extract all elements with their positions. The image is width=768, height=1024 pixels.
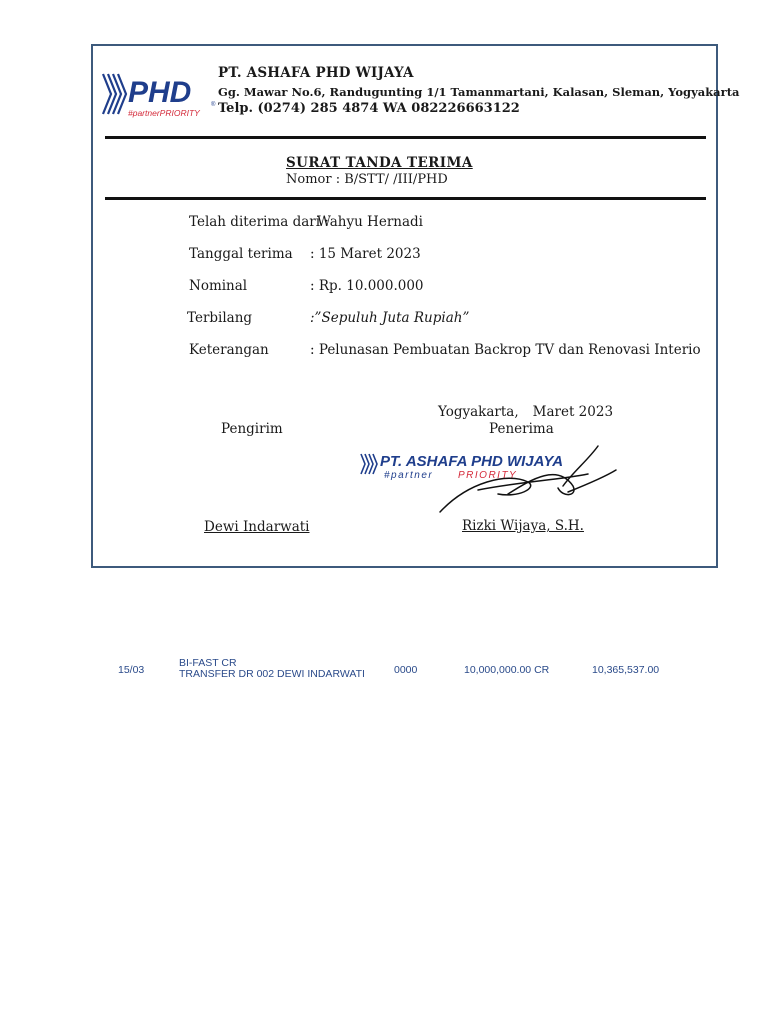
bank-date: 15/03: [118, 664, 145, 676]
bank-description-line2: TRANSFER DR 002 DEWI INDARWATI: [179, 668, 365, 680]
field-label-description: Keterangan: [189, 342, 269, 358]
bank-amount: 10,000,000.00 CR: [464, 664, 550, 676]
stamp-company-name: PT. ASHAFA PHD WIJAYA: [380, 453, 564, 470]
logo-trademark: ®: [211, 102, 216, 108]
company-name: PT. ASHAFA PHD WIJAYA: [218, 65, 414, 81]
field-value-description: : Pelunasan Pembuatan Backrop TV dan Renovasi Interio: [310, 342, 701, 358]
receiver-name: Rizki Wijaya, S.H.: [462, 518, 584, 534]
field-label-in-words: Terbilang: [187, 310, 253, 326]
field-value-in-words: :”Sepuluh Juta Rupiah”: [310, 310, 470, 326]
logo-tagline: #partnerPRIORITY: [128, 108, 200, 118]
company-logo: [101, 66, 217, 122]
sender-label: Pengirim: [221, 421, 283, 437]
company-address: Gg. Mawar No.6, Randugunting 1/1 Tamanmartani, Kalasan, Sleman, Yogyakarta: [218, 85, 740, 99]
document-number: Nomor : B/STT/ /III/PHD: [286, 172, 448, 187]
header-divider: [105, 136, 706, 139]
field-label-nominal: Nominal: [189, 278, 248, 294]
field-value-date: : 15 Maret 2023: [310, 246, 421, 262]
date: Maret 2023: [532, 404, 614, 420]
title-divider: [105, 197, 706, 200]
bank-statement-row: [0, 658, 768, 688]
bank-description: [179, 658, 365, 680]
bank-description-line1: BI-FAST CR: [179, 657, 237, 669]
stamp-tagline-1: #partner: [384, 470, 434, 481]
logo-mark: PHD: [128, 76, 192, 109]
field-label-received-from: Telah diterima dari :: [189, 214, 329, 230]
place: Yogyakarta,: [438, 404, 519, 420]
bank-balance: 10,365,537.00: [592, 664, 660, 676]
field-value-nominal: : Rp. 10.000.000: [310, 278, 424, 294]
company-stamp-with-signature: [358, 442, 620, 516]
receiver-label: Penerima: [489, 421, 554, 437]
document-title: SURAT TANDA TERIMA: [286, 155, 473, 171]
stamp-tagline-2: PRIORITY: [458, 470, 518, 481]
field-value-received-from: Wahyu Hernadi: [317, 214, 423, 230]
field-label-date: Tanggal terima: [189, 246, 293, 262]
place-date: [438, 404, 613, 420]
bank-code: 0000: [394, 664, 418, 676]
company-phone: Telp. (0274) 285 4874 WA 082226663122: [218, 101, 520, 116]
sender-name: Dewi Indarwati: [204, 519, 310, 535]
